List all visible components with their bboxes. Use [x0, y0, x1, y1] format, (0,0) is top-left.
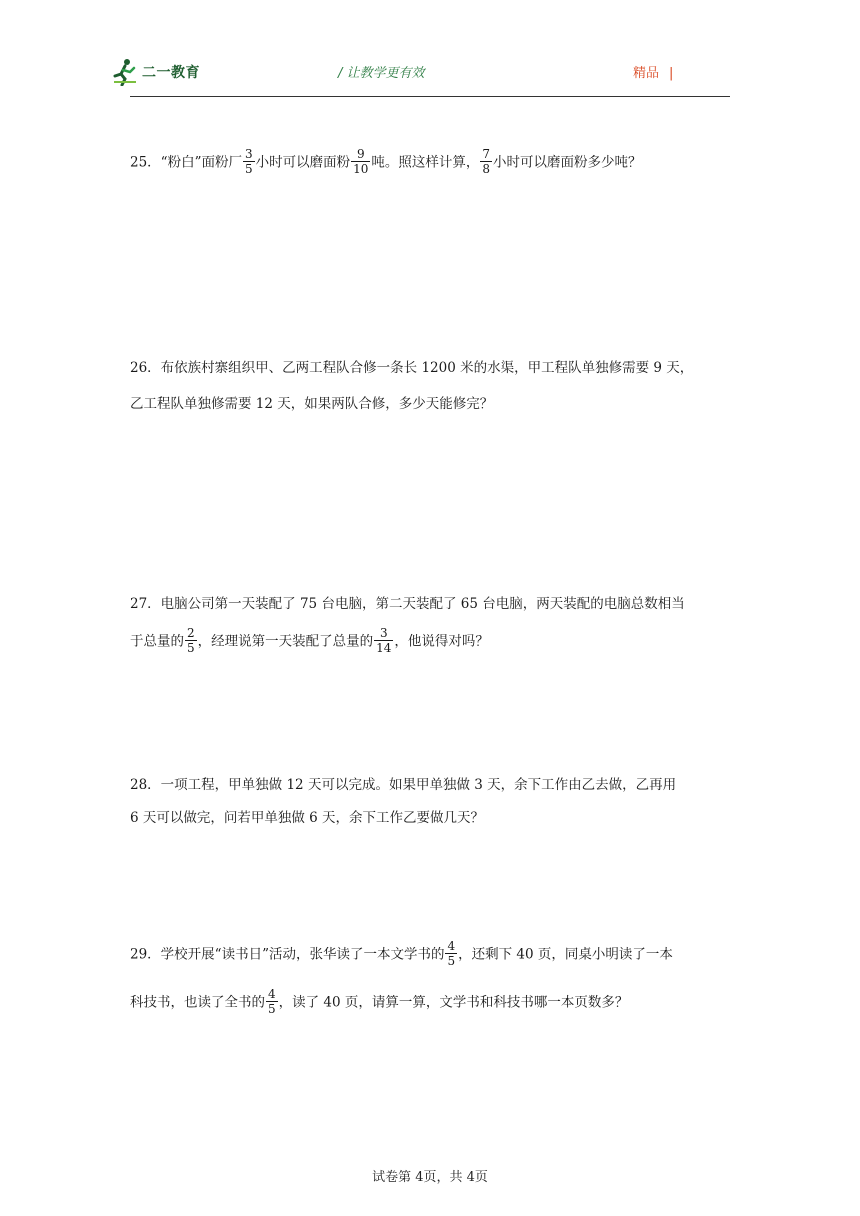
question-28-line-1: 28．一项工程，甲单独做 12 天可以完成。如果甲单独做 3 天，余下工作由乙去做，乙再用	[130, 777, 677, 793]
denominator: 5	[447, 954, 456, 969]
fraction	[266, 987, 278, 1017]
question-26-line-2: 乙工程队单独修需要 12 天，如果两队合修，多少天能修完？	[130, 396, 494, 412]
question-26-line-1: 26．布依族村寨组织甲、乙两工程队合修一条长 1200 米的水渠，甲工程队单独修需要 9 天，	[130, 360, 694, 376]
denominator: 8	[482, 162, 491, 177]
q27-text-a: 于总量的	[130, 633, 184, 650]
q29-text-b: ，还剩下 40 页，同桌小明读了一本	[458, 946, 673, 963]
denominator: 5	[244, 162, 253, 177]
denominator: 5	[268, 1002, 276, 1017]
logo	[112, 56, 200, 88]
q25-text-a: 25．“粉白”面粉厂	[130, 154, 242, 171]
question-25-line	[130, 148, 642, 178]
fraction	[243, 147, 255, 177]
logo-text: 二一教育	[142, 65, 200, 81]
question-27-line-1: 27．电脑公司第一天装配了 75 台电脑，第二天装配了 65 台电脑，两天装配的电脑总数相当	[130, 596, 685, 612]
q27-text-b: ，经理说第一天装配了总量的	[197, 633, 374, 650]
question-29-line-1	[130, 940, 673, 970]
q27-text-c: ，他说得对吗？	[394, 633, 489, 650]
q25-text-e: 小时可以磨面粉多少吨？	[493, 154, 642, 171]
runner-logo-icon	[112, 58, 138, 86]
numerator: 3	[374, 626, 393, 641]
q25-text-c: 吨。照这样计算，	[371, 154, 480, 171]
denominator: 5	[187, 641, 195, 656]
fraction	[445, 939, 457, 969]
q29-text-c: 科技书，也读了全书的	[130, 994, 265, 1011]
badge-divider: |	[669, 66, 674, 81]
q29-text-e: ，读了 40 页，请算一算，文学书和科技书哪一本页数多？	[278, 994, 629, 1011]
question-29-line-2	[130, 988, 628, 1018]
q29-text-a: 29．学校开展“读书日”活动，张华读了一本文学书的	[130, 946, 445, 963]
page-footer: 试卷第 4页，共 4页	[372, 1170, 488, 1185]
header-rule	[130, 96, 730, 97]
numerator: 2	[187, 626, 195, 640]
denominator: 10	[353, 162, 369, 177]
numerator: 9	[351, 147, 370, 162]
numerator: 4	[447, 939, 456, 953]
numerator: 7	[482, 147, 491, 161]
fraction	[185, 626, 197, 656]
fraction	[374, 626, 393, 656]
numerator: 3	[244, 147, 253, 161]
question-27-line-2	[130, 627, 489, 657]
denominator: 14	[376, 641, 392, 656]
page-header	[0, 0, 860, 100]
header-slogan: / 让教学更有效	[338, 66, 425, 81]
badge-label: 精品	[633, 66, 660, 81]
numerator: 4	[268, 987, 276, 1001]
fraction	[480, 147, 492, 177]
fraction	[351, 147, 370, 177]
header-badge	[633, 62, 673, 81]
q25-text-b: 小时可以磨面粉	[255, 154, 351, 171]
question-28-line-2: 6 天可以做完，问若甲单独做 6 天，余下工作乙要做几天？	[130, 810, 485, 826]
